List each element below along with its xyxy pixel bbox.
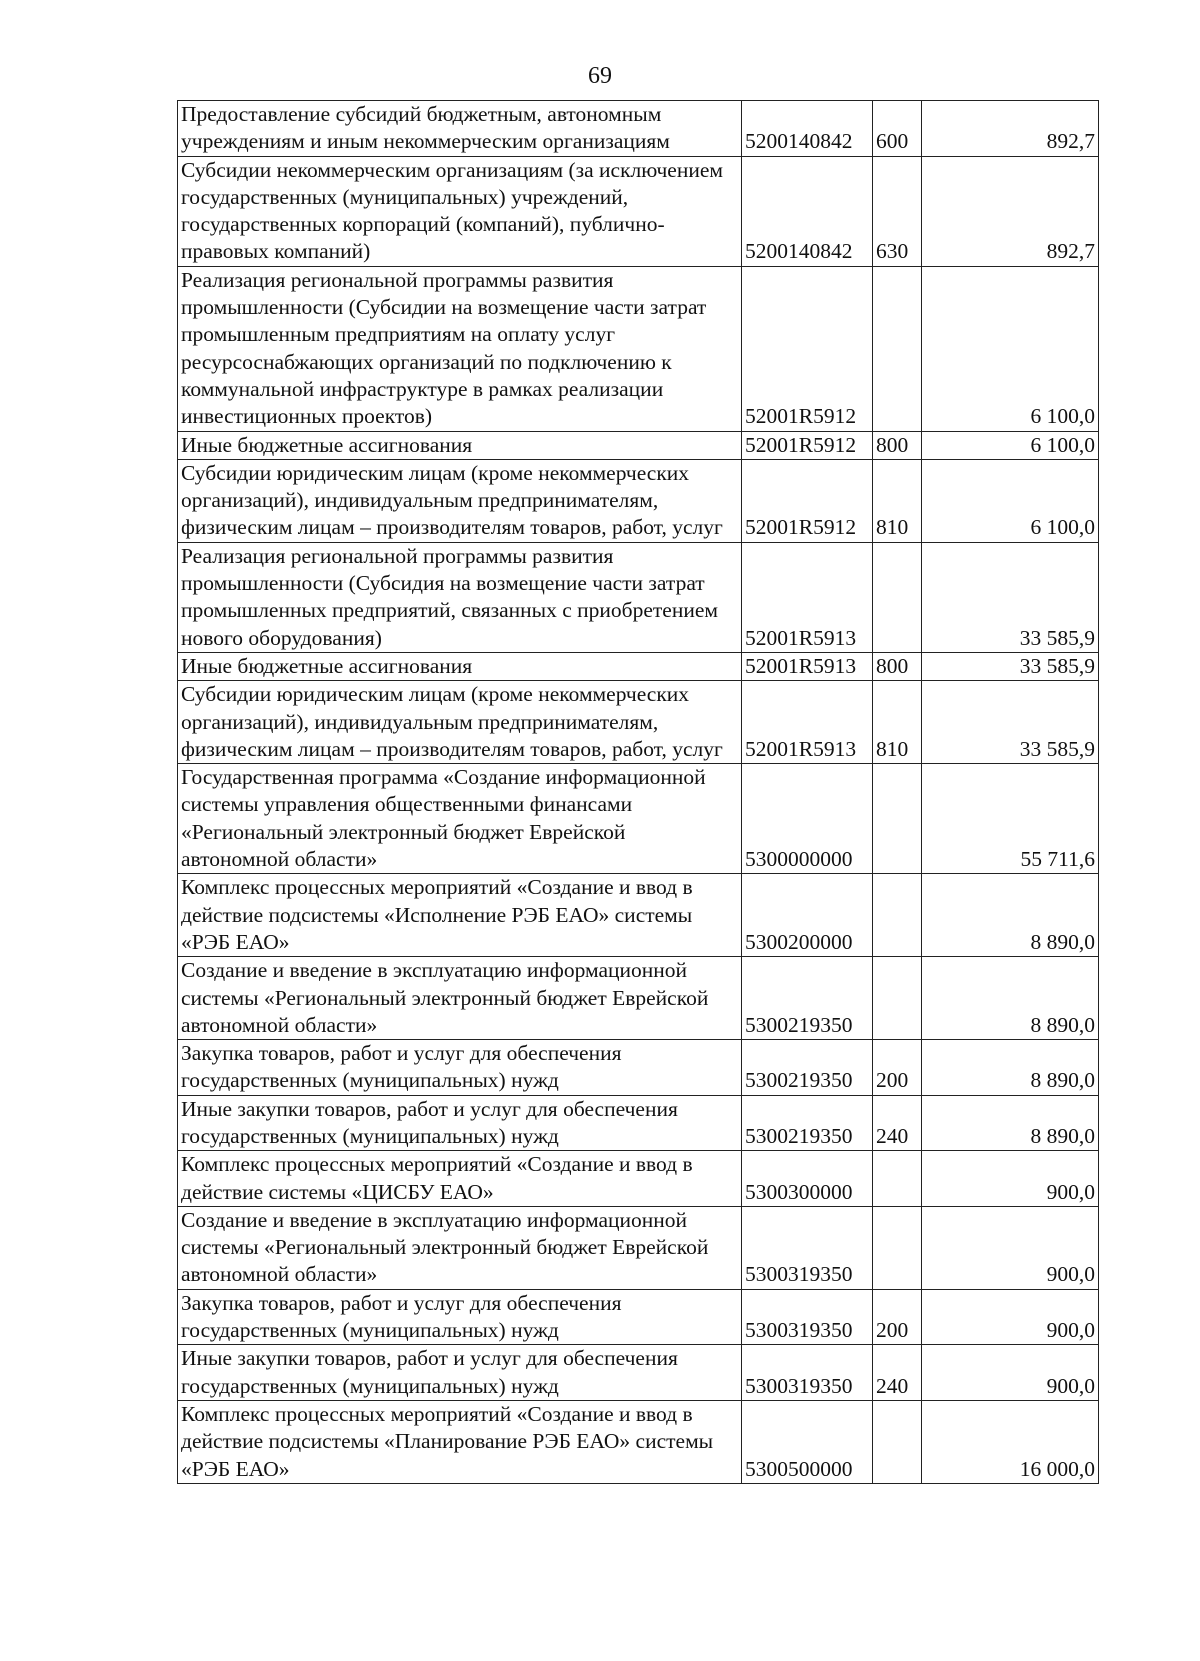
row-name: Реализация региональной программы развития промышленности (Субсидии на возмещение части затрат промышленным предприятиям на оплату услуг ресурсоснабжающих организаций по подключению к коммунальной инфраструктуре в рамках реализации инвестиционных проектов) xyxy=(178,266,742,431)
row-amount: 900,0 xyxy=(922,1206,1099,1289)
row-name: Иные бюджетные ассигнования xyxy=(178,431,742,459)
row-amount: 33 585,9 xyxy=(922,542,1099,652)
row-type xyxy=(873,266,922,431)
table-row xyxy=(178,1095,1099,1151)
table-row xyxy=(178,764,1099,874)
row-name: Создание и введение в эксплуатацию информационной системы «Региональный электронный бюджет Еврейской автономной области» xyxy=(178,1206,742,1289)
row-code: 5300219350 xyxy=(742,1095,873,1151)
row-amount: 6 100,0 xyxy=(922,459,1099,542)
row-name: Реализация региональной программы развития промышленности (Субсидия на возмещение части затрат промышленных предприятий, связанных с приобретением нового оборудования) xyxy=(178,542,742,652)
row-amount: 8 890,0 xyxy=(922,1040,1099,1096)
row-amount: 33 585,9 xyxy=(922,652,1099,680)
row-code: 5300319350 xyxy=(742,1206,873,1289)
table-row xyxy=(178,1206,1099,1289)
row-code: 52001R5912 xyxy=(742,459,873,542)
row-amount: 6 100,0 xyxy=(922,431,1099,459)
row-code: 52001R5913 xyxy=(742,542,873,652)
row-amount: 55 711,6 xyxy=(922,764,1099,874)
row-amount: 900,0 xyxy=(922,1289,1099,1345)
table-row xyxy=(178,1151,1099,1207)
row-code: 5300219350 xyxy=(742,957,873,1040)
row-type xyxy=(873,764,922,874)
row-type: 600 xyxy=(873,101,922,157)
row-type xyxy=(873,1151,922,1207)
row-name: Комплекс процессных мероприятий «Создание и ввод в действие системы «ЦИСБУ ЕАО» xyxy=(178,1151,742,1207)
table-row xyxy=(178,681,1099,764)
table-row xyxy=(178,1040,1099,1096)
table-row xyxy=(178,156,1099,266)
row-name: Субсидии юридическим лицам (кроме некоммерческих организаций), индивидуальным предпринимателям, физическим лицам – производителям товаров, работ, услуг xyxy=(178,459,742,542)
row-name: Предоставление субсидий бюджетным, автономным учреждениям и иным некоммерческим организациям xyxy=(178,101,742,157)
row-amount: 16 000,0 xyxy=(922,1400,1099,1483)
row-code: 5300219350 xyxy=(742,1040,873,1096)
row-name: Комплекс процессных мероприятий «Создание и ввод в действие подсистемы «Планирование РЭБ ЕАО» системы «РЭБ ЕАО» xyxy=(178,1400,742,1483)
row-code: 5200140842 xyxy=(742,156,873,266)
row-code: 52001R5912 xyxy=(742,266,873,431)
row-amount: 8 890,0 xyxy=(922,957,1099,1040)
row-type: 800 xyxy=(873,431,922,459)
row-type: 630 xyxy=(873,156,922,266)
row-code: 5300319350 xyxy=(742,1289,873,1345)
row-name: Иные закупки товаров, работ и услуг для обеспечения государственных (муниципальных) нужд xyxy=(178,1095,742,1151)
row-amount: 892,7 xyxy=(922,156,1099,266)
row-type xyxy=(873,1206,922,1289)
table-row xyxy=(178,431,1099,459)
budget-table xyxy=(177,100,1099,1484)
table-row xyxy=(178,874,1099,957)
row-name: Государственная программа «Создание информационной системы управления общественными финансами «Региональный электронный бюджет Еврейской автономной области» xyxy=(178,764,742,874)
table-row xyxy=(178,542,1099,652)
row-type xyxy=(873,542,922,652)
row-name: Закупка товаров, работ и услуг для обеспечения государственных (муниципальных) нужд xyxy=(178,1289,742,1345)
row-type xyxy=(873,1400,922,1483)
page-number: 69 xyxy=(588,63,612,89)
row-type: 200 xyxy=(873,1040,922,1096)
row-amount: 900,0 xyxy=(922,1345,1099,1401)
table-row xyxy=(178,101,1099,157)
row-type: 240 xyxy=(873,1095,922,1151)
row-type: 240 xyxy=(873,1345,922,1401)
row-type xyxy=(873,957,922,1040)
row-code: 52001R5912 xyxy=(742,431,873,459)
row-amount: 6 100,0 xyxy=(922,266,1099,431)
row-name: Комплекс процессных мероприятий «Создание и ввод в действие подсистемы «Исполнение РЭБ ЕАО» системы «РЭБ ЕАО» xyxy=(178,874,742,957)
row-code: 52001R5913 xyxy=(742,652,873,680)
row-code: 5300000000 xyxy=(742,764,873,874)
row-amount: 8 890,0 xyxy=(922,1095,1099,1151)
row-code: 5300319350 xyxy=(742,1345,873,1401)
table-row xyxy=(178,1289,1099,1345)
table-row xyxy=(178,1345,1099,1401)
row-code: 5200140842 xyxy=(742,101,873,157)
row-amount: 900,0 xyxy=(922,1151,1099,1207)
table-row xyxy=(178,1400,1099,1483)
table-row xyxy=(178,957,1099,1040)
row-name: Создание и введение в эксплуатацию информационной системы «Региональный электронный бюджет Еврейской автономной области» xyxy=(178,957,742,1040)
row-amount: 892,7 xyxy=(922,101,1099,157)
row-type xyxy=(873,874,922,957)
row-amount: 33 585,9 xyxy=(922,681,1099,764)
table-row xyxy=(178,459,1099,542)
row-type: 200 xyxy=(873,1289,922,1345)
row-code: 52001R5913 xyxy=(742,681,873,764)
row-name: Субсидии юридическим лицам (кроме некоммерческих организаций), индивидуальным предпринимателям, физическим лицам – производителям товаров, работ, услуг xyxy=(178,681,742,764)
row-amount: 8 890,0 xyxy=(922,874,1099,957)
table-row xyxy=(178,266,1099,431)
table-row xyxy=(178,652,1099,680)
row-type: 810 xyxy=(873,681,922,764)
row-code: 5300500000 xyxy=(742,1400,873,1483)
row-name: Иные закупки товаров, работ и услуг для обеспечения государственных (муниципальных) нужд xyxy=(178,1345,742,1401)
row-code: 5300200000 xyxy=(742,874,873,957)
row-name: Иные бюджетные ассигнования xyxy=(178,652,742,680)
row-code: 5300300000 xyxy=(742,1151,873,1207)
row-type: 800 xyxy=(873,652,922,680)
row-name: Закупка товаров, работ и услуг для обеспечения государственных (муниципальных) нужд xyxy=(178,1040,742,1096)
row-name: Субсидии некоммерческим организациям (за исключением государственных (муниципальных) учреждений, государственных корпораций (компаний), публично-правовых компаний) xyxy=(178,156,742,266)
row-type: 810 xyxy=(873,459,922,542)
